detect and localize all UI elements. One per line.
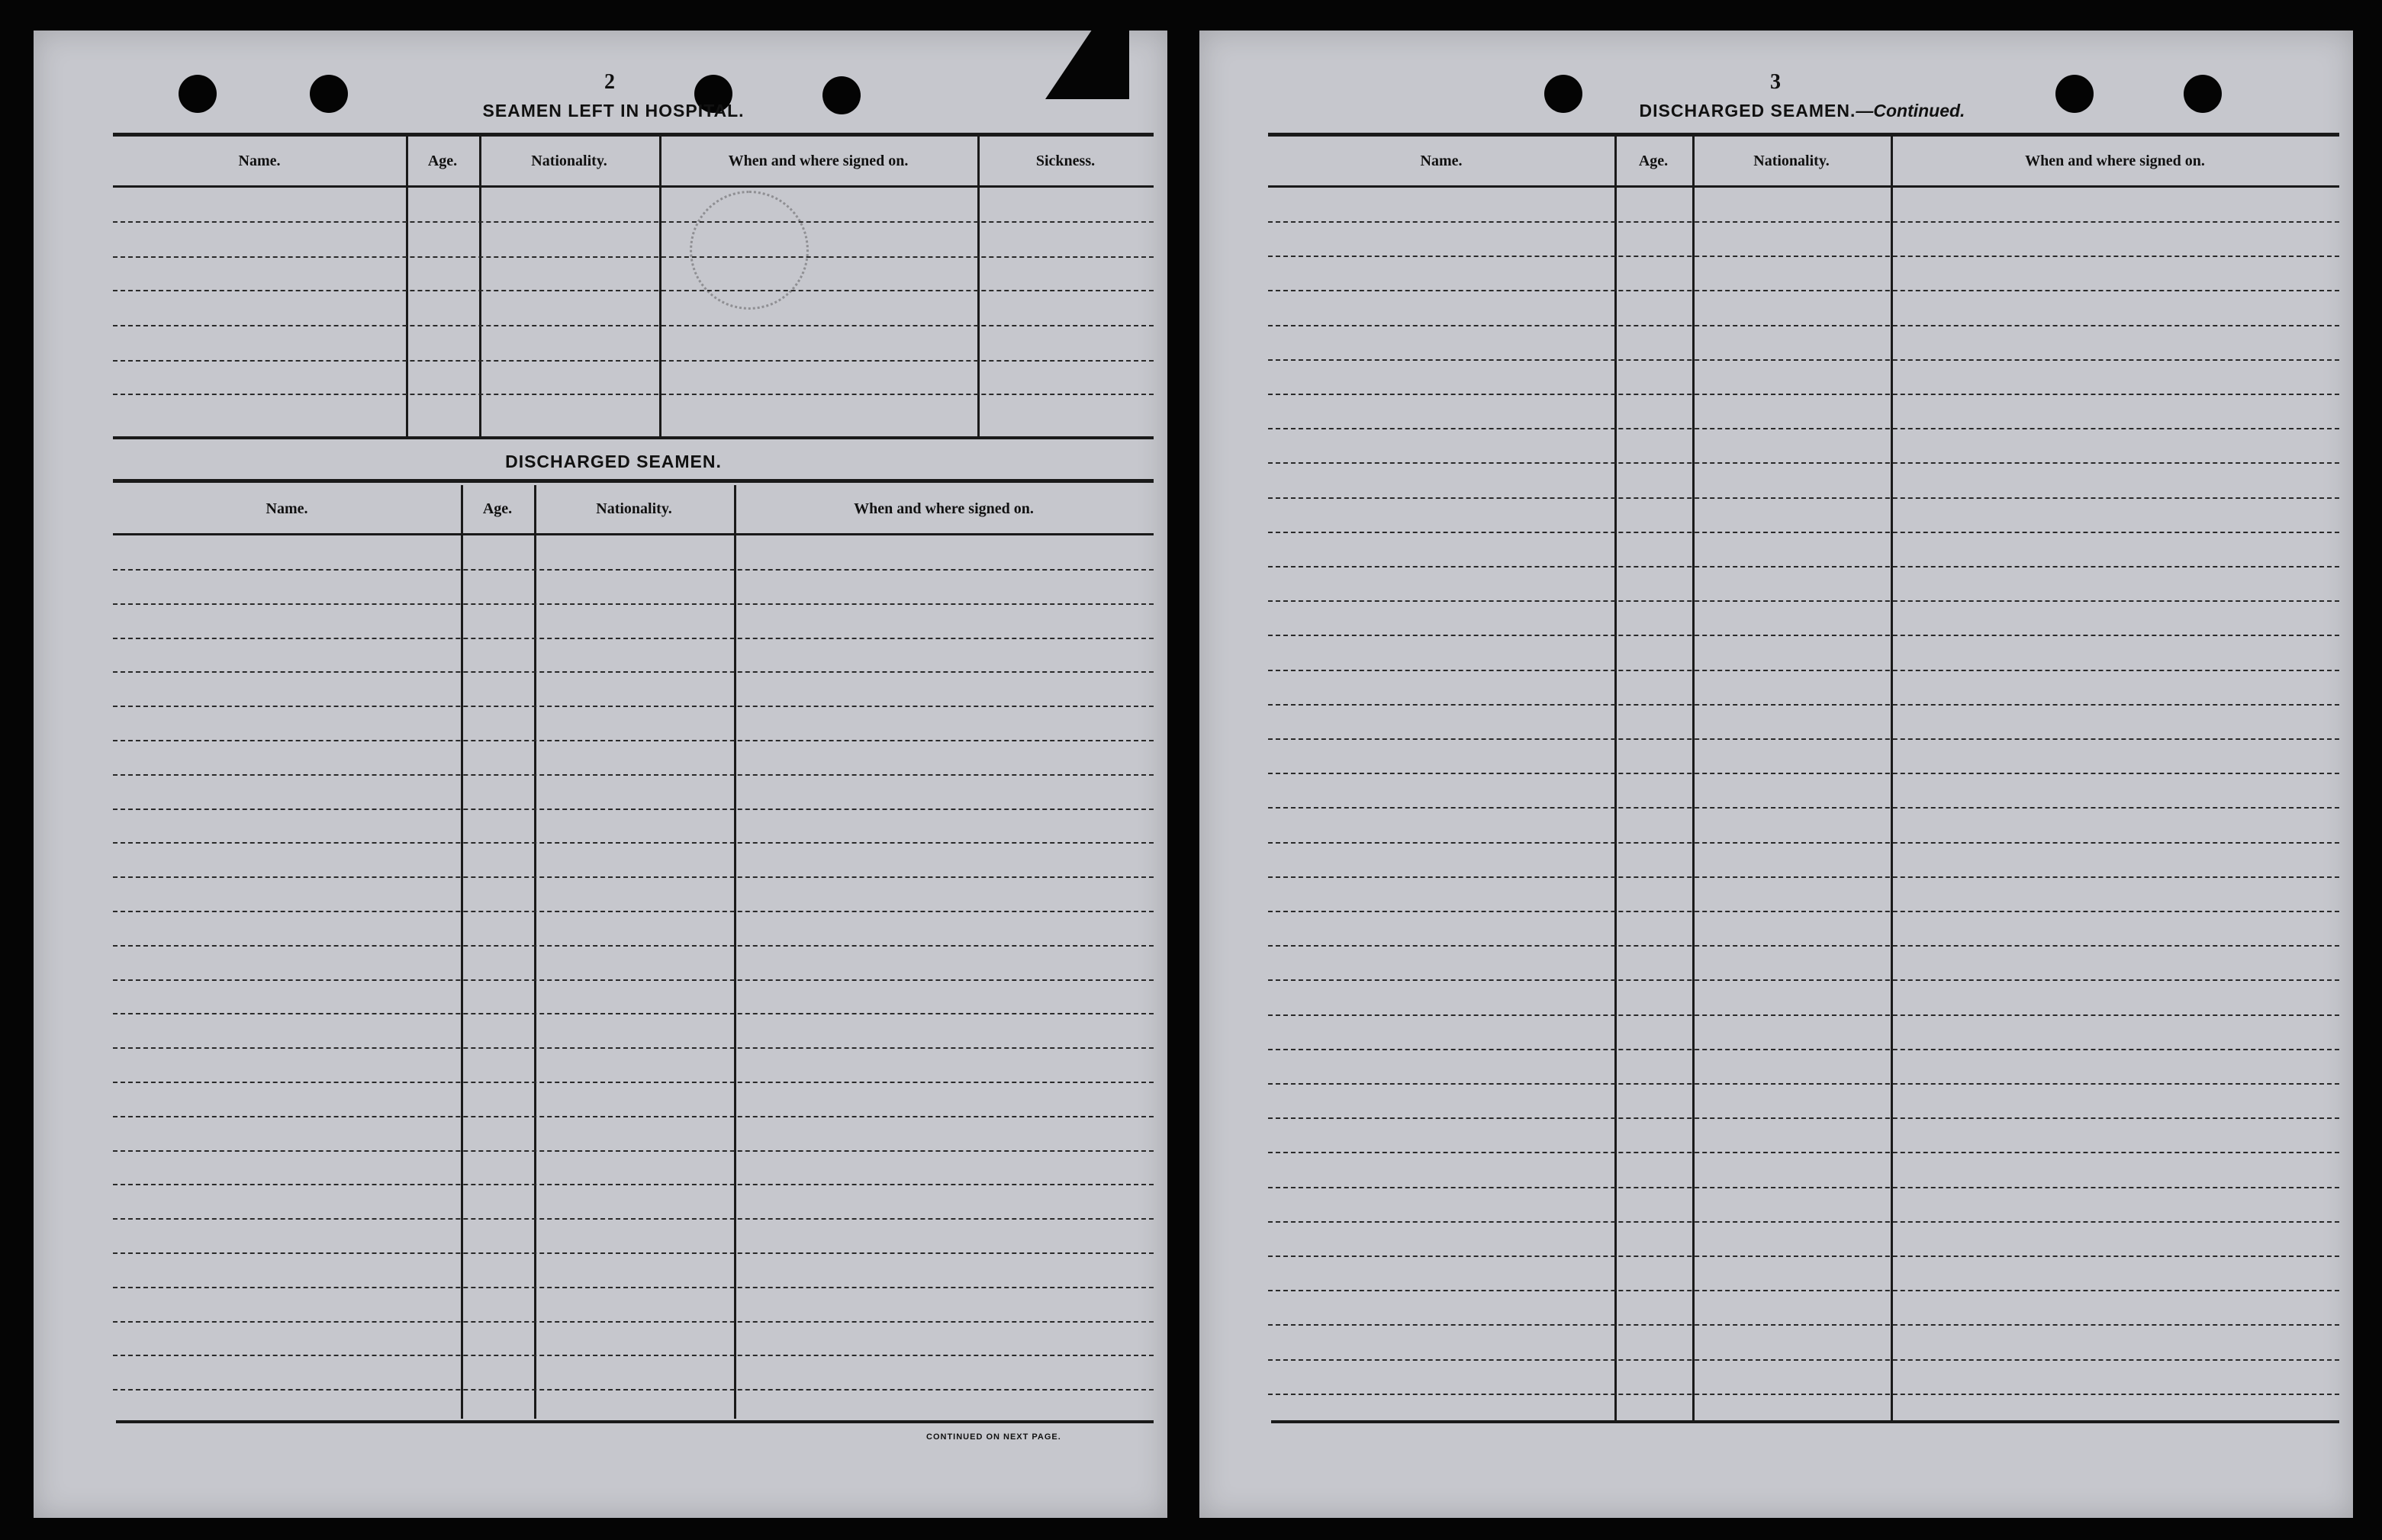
entry-line [1268, 1394, 2339, 1395]
col-header-signed-on: When and where signed on. [2025, 153, 2205, 169]
table-bottom-rule [1271, 1420, 2339, 1423]
entry-line [1268, 1359, 2339, 1361]
column-divider [461, 485, 463, 1419]
table-bottom-rule [116, 1420, 1154, 1423]
discharged-continued-title [1611, 101, 1993, 121]
entry-line [1268, 704, 2339, 706]
header-rule [113, 533, 1154, 535]
continued-note: CONTINUED ON NEXT PAGE. [926, 1432, 1061, 1442]
entry-line [113, 1252, 1154, 1254]
entry-line [113, 1321, 1154, 1323]
entry-line [1268, 1324, 2339, 1326]
col-header-signed-on: When and where signed on. [854, 500, 1034, 517]
entry-line [1268, 979, 2339, 981]
entry-line [1268, 807, 2339, 809]
entry-line [113, 603, 1154, 605]
entry-line [113, 1116, 1154, 1117]
column-divider [1614, 134, 1617, 1420]
page-number: 3 [1770, 70, 1781, 94]
entry-line [1268, 428, 2339, 429]
entry-line [1268, 1049, 2339, 1050]
entry-line [1268, 1221, 2339, 1223]
column-divider [977, 134, 980, 436]
entry-line [1268, 532, 2339, 533]
col-header-nationality: Nationality. [1753, 153, 1830, 169]
entry-line [113, 809, 1154, 810]
column-divider [1692, 134, 1695, 1420]
entry-line [113, 876, 1154, 878]
column-divider [1891, 134, 1893, 1420]
entry-line [113, 706, 1154, 707]
entry-line [113, 1013, 1154, 1014]
punch-hole [179, 75, 217, 113]
col-header-sickness: Sickness. [1035, 153, 1096, 169]
col-header-name: Name. [1420, 153, 1463, 169]
table-top-rule [113, 479, 1154, 483]
entry-line [1268, 290, 2339, 291]
entry-line [1268, 359, 2339, 361]
entry-line [113, 1184, 1154, 1185]
title-continued: —Continued. [1856, 101, 1965, 121]
title-main: DISCHARGED SEAMEN. [1639, 101, 1856, 121]
col-header-age: Age. [482, 500, 513, 517]
col-header-name: Name. [238, 153, 281, 169]
col-header-signed-on: When and where signed on. [728, 153, 909, 169]
table-top-rule [113, 133, 1154, 137]
entry-line [1268, 1083, 2339, 1085]
column-divider [406, 134, 408, 436]
entry-line [113, 1150, 1154, 1152]
punch-hole [2184, 75, 2222, 113]
entry-line [113, 638, 1154, 639]
entry-line [1268, 773, 2339, 774]
entry-line [113, 325, 1154, 326]
entry-line [1268, 1187, 2339, 1188]
punch-hole [1544, 75, 1582, 113]
entry-line [113, 671, 1154, 673]
col-header-nationality: Nationality. [531, 153, 607, 169]
entry-line [1268, 635, 2339, 636]
entry-line [113, 979, 1154, 981]
col-header-name: Name. [266, 500, 308, 517]
entry-line [113, 774, 1154, 776]
hospital-section-title: SEAMEN LEFT IN HOSPITAL. [482, 101, 745, 121]
col-header-age: Age. [1638, 153, 1669, 169]
entry-line [113, 1047, 1154, 1049]
entry-line [113, 1082, 1154, 1083]
entry-line [113, 1218, 1154, 1220]
header-rule [1268, 185, 2339, 188]
entry-line [1268, 1117, 2339, 1119]
faded-stamp [690, 191, 809, 310]
header-rule [113, 185, 1154, 188]
left-page [34, 31, 1167, 1518]
column-divider [734, 485, 736, 1419]
table-top-rule [1268, 133, 2339, 137]
entry-line [113, 842, 1154, 844]
entry-line [1268, 1014, 2339, 1016]
page-number: 2 [604, 70, 615, 94]
entry-line [1268, 738, 2339, 740]
entry-line [1268, 842, 2339, 844]
entry-line [113, 256, 1154, 258]
entry-line [1268, 600, 2339, 602]
entry-line [113, 911, 1154, 912]
column-divider [479, 134, 481, 436]
entry-line [113, 1287, 1154, 1288]
col-header-nationality: Nationality. [596, 500, 672, 517]
entry-line [113, 221, 1154, 223]
entry-line [1268, 670, 2339, 671]
entry-line [113, 740, 1154, 741]
discharged-section-title: DISCHARGED SEAMEN. [505, 452, 722, 471]
column-divider [659, 134, 661, 436]
column-divider [534, 485, 536, 1419]
entry-line [1268, 394, 2339, 395]
entry-line [113, 1355, 1154, 1356]
entry-line [1268, 221, 2339, 223]
entry-line [1268, 876, 2339, 878]
entry-line [113, 1389, 1154, 1391]
punch-hole [822, 76, 861, 114]
entry-line [113, 360, 1154, 362]
entry-line [1268, 256, 2339, 257]
entry-line [113, 290, 1154, 291]
entry-line [1268, 1255, 2339, 1257]
punch-hole [2055, 75, 2094, 113]
entry-line [113, 394, 1154, 395]
punch-hole [310, 75, 348, 113]
entry-line [113, 945, 1154, 947]
entry-line [1268, 325, 2339, 326]
col-header-age: Age. [427, 153, 458, 169]
entry-line [1268, 462, 2339, 464]
entry-line [1268, 945, 2339, 947]
entry-line [1268, 911, 2339, 912]
entry-line [1268, 1290, 2339, 1291]
table-bottom-rule [113, 436, 1154, 439]
right-page [1199, 31, 2353, 1518]
entry-line [1268, 566, 2339, 567]
entry-line [1268, 1152, 2339, 1153]
entry-line [1268, 497, 2339, 499]
entry-line [113, 569, 1154, 571]
